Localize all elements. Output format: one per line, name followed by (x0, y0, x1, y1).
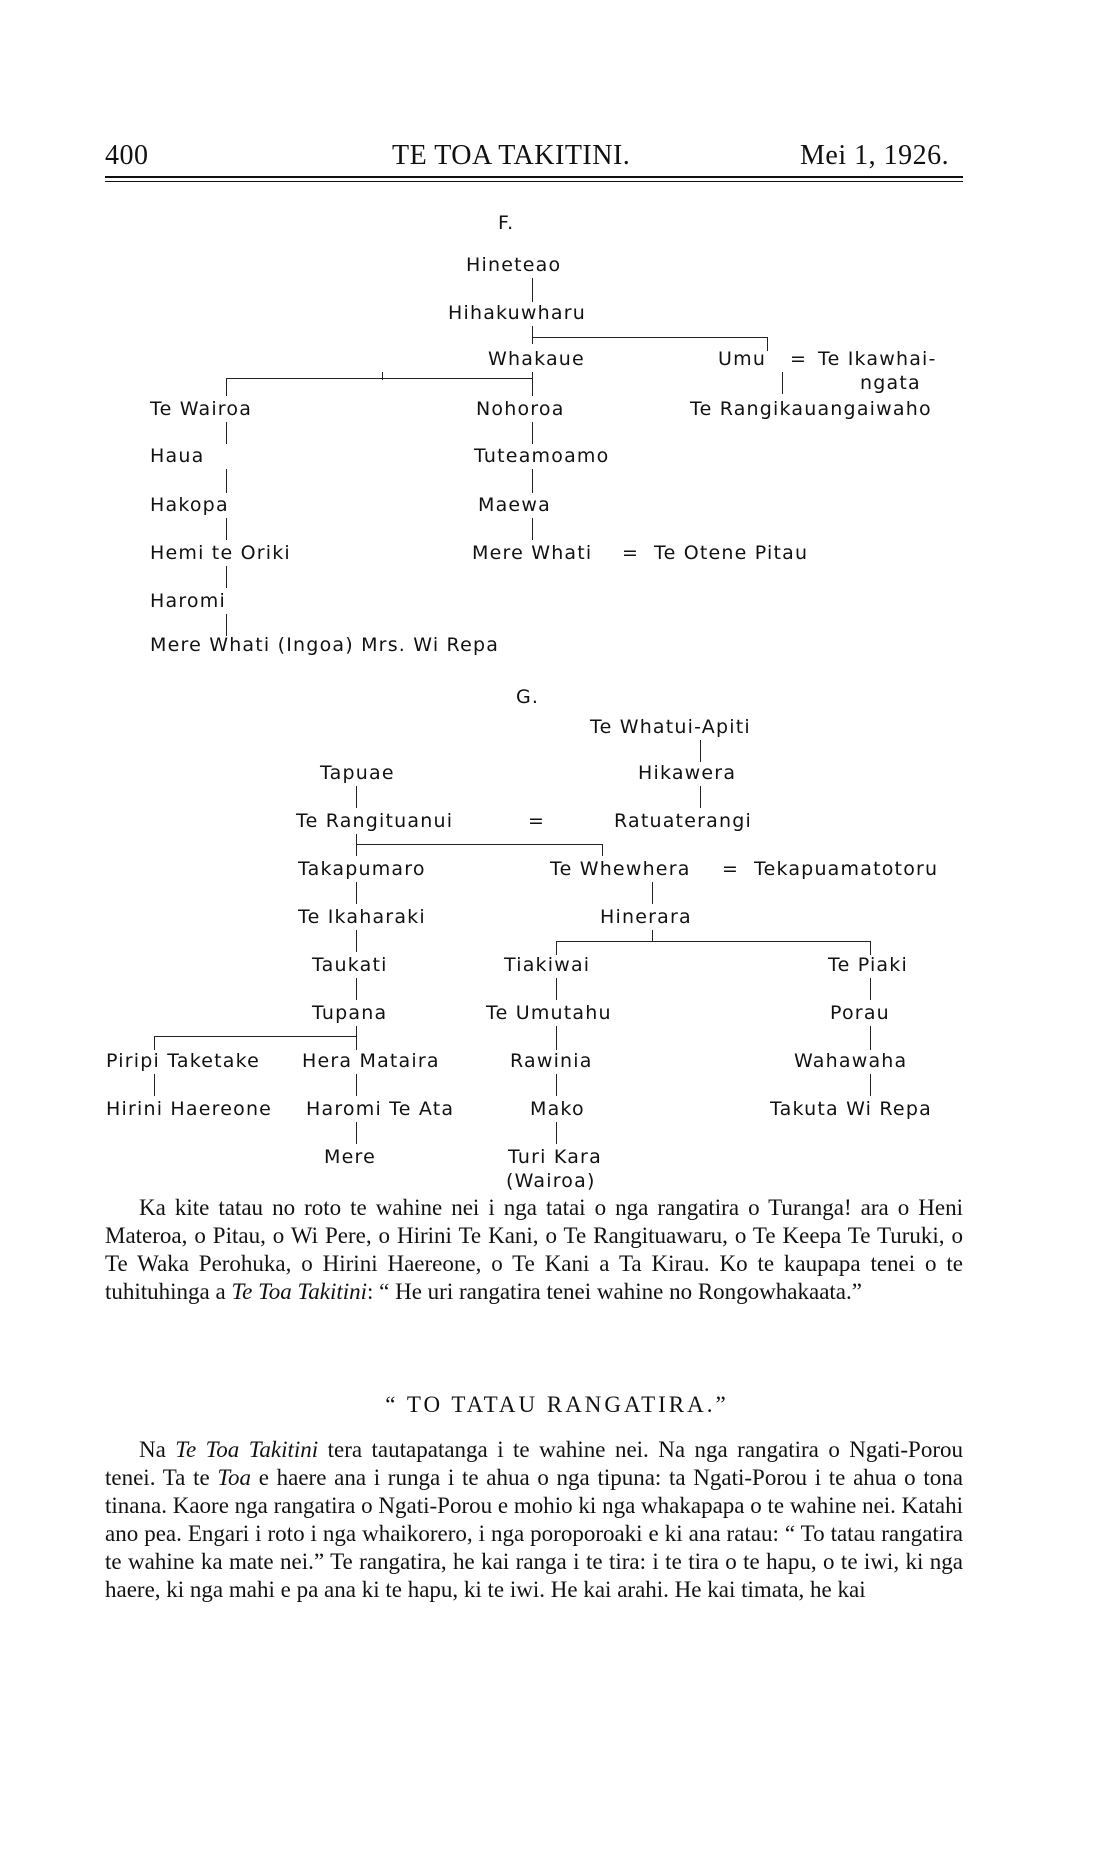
sibling-line (532, 337, 768, 338)
name-haromi-te-ata: Haromi Te Ata (306, 1098, 455, 1120)
descent-line (356, 882, 357, 904)
descent-line (356, 1036, 357, 1050)
descent-line (382, 372, 383, 380)
name-hemi-te-oriki: Hemi te Oriki (150, 542, 291, 564)
descent-line (356, 1074, 357, 1096)
descent-line (556, 941, 557, 955)
descent-line (532, 326, 533, 344)
descent-line (226, 518, 227, 540)
name-mere-whati: Mere Whati (472, 542, 593, 564)
descent-line (532, 469, 533, 493)
descent-line (870, 1026, 871, 1050)
name-hihakuwharu: Hihakuwharu (448, 302, 586, 324)
descent-line (532, 378, 533, 396)
name-maewa: Maewa (478, 494, 551, 516)
name-rawinia: Rawinia (510, 1050, 593, 1072)
descent-line (532, 422, 533, 444)
name-tuteamoamo: Tuteamoamo (474, 445, 610, 467)
descent-line (556, 1122, 557, 1144)
sibling-line (556, 941, 870, 942)
journal-title: TE TOA TAKITINI. (392, 140, 631, 171)
name-turi-kara: Turi Kara (508, 1146, 602, 1168)
header-rule (105, 176, 963, 178)
paragraph-2-text: e haere ana i runga i te ahua o nga tipuna: ta Ngati-Porou i te ahua o tona tinana. Kaore nga rangatira o Ngati-Porou e mohio ki nga whakapapa o te wahine nei. Katahi ano pea. Engari i roto i nga whaikorero, i nga poroporoaki e ki ana ratau: “ To tatau rangatira te wahine ka mate nei.” Te rangatira, he kai ranga i te tira: i te tira o te hapu, o te iwi, ki nga haere, ki nga mahi e pa ana ki te hapu, ki te iwi. He kai arahi. He kai timata, he kai (105, 1465, 963, 1602)
descent-line (870, 1074, 871, 1096)
name-hirini-haereone: Hirini Haereone (106, 1098, 273, 1120)
issue-date: Mei 1, 1926. (800, 140, 950, 171)
table-label: G. (516, 686, 540, 708)
descent-line (782, 372, 783, 394)
paragraph-2-italic: Toa (217, 1465, 252, 1490)
descent-line (556, 1074, 557, 1096)
name-tupana: Tupana (312, 1002, 388, 1024)
name-hakopa: Hakopa (150, 494, 229, 516)
paragraph-2-text: Na (139, 1437, 176, 1462)
name-ngata: ngata (860, 372, 921, 394)
descent-line (226, 469, 227, 493)
sibling-line (154, 1036, 356, 1037)
paragraph-2-text: tera tautapatanga i te wahine nei. Na nga rangatira o Ngati-Porou tenei. Ta te (105, 1437, 963, 1490)
name-te-umutahu: Te Umutahu (486, 1002, 612, 1024)
descent-line (602, 844, 603, 856)
sibling-line (356, 844, 602, 845)
name-te-ikawhai: Te Ikawhai- (818, 348, 937, 370)
name-hineteao: Hineteao (466, 254, 562, 276)
table-label: F. (498, 212, 515, 234)
paragraph-1-text-end: : “ He uri rangatira tenei wahine no Rongowhakaata.” (367, 1279, 862, 1304)
name-tekapuamatotoru: Tekapuamatotoru (754, 858, 939, 880)
descent-line (870, 941, 871, 955)
name-whakaue: Whakaue (488, 348, 585, 370)
name-te-ikaharaki: Te Ikaharaki (298, 906, 426, 928)
name-takapumaro: Takapumaro (298, 858, 426, 880)
descent-line (700, 786, 701, 808)
descent-line (532, 278, 533, 302)
descent-line (767, 337, 768, 351)
name-haua: Haua (150, 445, 205, 467)
name-haromi: Haromi (150, 590, 226, 612)
descent-line (226, 614, 227, 636)
name-te-piaki: Te Piaki (828, 954, 908, 976)
name-te-rangikauangaiwaho: Te Rangikauangaiwaho (690, 398, 932, 420)
name-piripi-taketake: Piripi Taketake (106, 1050, 261, 1072)
descent-line (356, 786, 357, 808)
descent-line (652, 882, 653, 904)
descent-line (226, 566, 227, 588)
name-wahawaha: Wahawaha (794, 1050, 908, 1072)
paragraph-1-text: Ka kite tatau no roto te wahine nei i nga tatai o nga rangatira o Turanga! ara o Heni Materoa, o Pitau, o Wi Pere, o Hirini Te Kani, o Te Rangituawaru, o Te Keepa Te Turuki, o Te Waka Perohuka, o Hirini Haereone, o Te Kani a Ta Kirau. Ko te kaupapa tenei o te tuhituhinga a (105, 1195, 963, 1304)
section-heading: “ TO TATAU RANGATIRA.” (385, 1392, 729, 1417)
name-te-wairoa: Te Wairoa (150, 398, 253, 420)
descent-line (154, 1036, 155, 1050)
descent-line (700, 740, 701, 762)
name-hera-mataira: Hera Mataira (302, 1050, 440, 1072)
marriage-sign: = (790, 348, 808, 370)
name-te-otene-pitau: Te Otene Pitau (654, 542, 809, 564)
table-footer-name: Mere Whati (Ingoa) Mrs. Wi Repa (150, 634, 500, 656)
header-rule-thin (105, 181, 963, 182)
descent-line (226, 422, 227, 444)
descent-line (556, 1026, 557, 1050)
name-taukati: Taukati (312, 954, 388, 976)
marriage-sign: = (722, 858, 740, 880)
paragraph-1 (105, 1194, 963, 1306)
descent-line (532, 518, 533, 540)
page-number: 400 (105, 140, 149, 171)
name-tapuae: Tapuae (320, 762, 395, 784)
name-te-whatui-apiti: Te Whatui-Apiti (590, 716, 751, 738)
name-te-whewhera: Te Whewhera (550, 858, 691, 880)
name-umu: Umu (718, 348, 767, 370)
marriage-sign: = (528, 810, 546, 832)
paragraph-2-italic: Te Toa Takitini (175, 1437, 319, 1462)
name-hinerara: Hinerara (600, 906, 692, 928)
descent-line (226, 378, 227, 396)
name-takuta-wi-repa: Takuta Wi Repa (770, 1098, 932, 1120)
descent-line (356, 834, 357, 856)
sibling-line (226, 378, 532, 379)
name-porau: Porau (830, 1002, 890, 1024)
name-mako: Mako (530, 1098, 585, 1120)
descent-line (356, 1122, 357, 1144)
descent-line (154, 1074, 155, 1096)
descent-line (356, 978, 357, 1000)
paragraph-2 (105, 1436, 963, 1604)
name-ratuaterangi: Ratuaterangi (614, 810, 752, 832)
name-tiakiwai: Tiakiwai (504, 954, 591, 976)
name-hikawera: Hikawera (638, 762, 737, 784)
name-te-rangituanui: Te Rangituanui (296, 810, 454, 832)
descent-line (556, 978, 557, 1000)
name-mere: Mere (324, 1146, 376, 1168)
name-wairoa-note: (Wairoa) (506, 1170, 596, 1192)
descent-line (870, 978, 871, 1000)
name-nohoroa: Nohoroa (476, 398, 565, 420)
paragraph-1-italic: Te Toa Takitini (231, 1279, 368, 1304)
descent-line (356, 930, 357, 952)
marriage-sign: = (622, 542, 640, 564)
